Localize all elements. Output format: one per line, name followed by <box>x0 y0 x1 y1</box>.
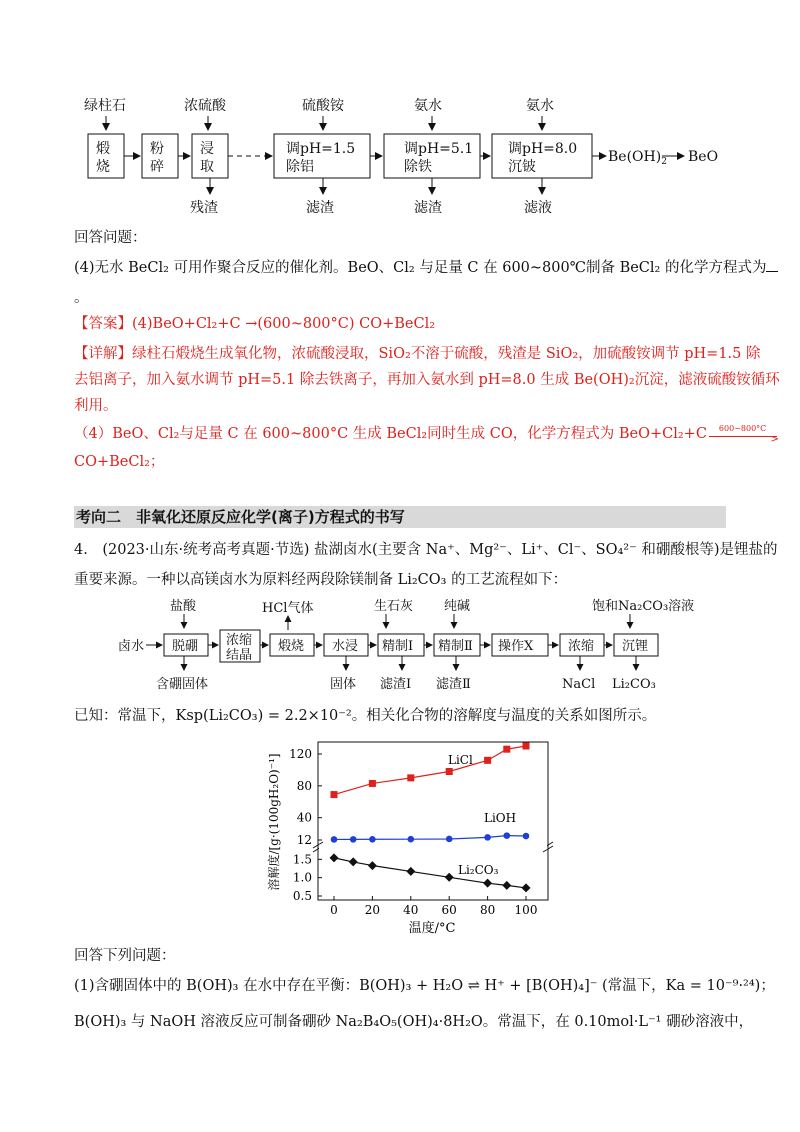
question-4-line2: 。 <box>74 290 89 306</box>
flow1-output: 残渣 <box>190 200 218 216</box>
data-point <box>407 774 414 781</box>
flow1-box-be: 调pH=8.0 <box>508 141 578 157</box>
solubility-chart-svg <box>258 736 558 936</box>
flow2-output: 滤渣Ⅱ <box>436 677 471 692</box>
flow1-box-calcine-2: 烧 <box>96 159 110 175</box>
x-tick-label: 60 <box>441 903 457 917</box>
series-label-licl: LiCl <box>448 753 473 767</box>
flow1-box-leach-2: 取 <box>200 159 214 175</box>
data-point <box>502 881 511 890</box>
flow1-box-al: 调pH=1.5 <box>286 141 356 157</box>
question-prompt: 回答问题： <box>74 230 147 246</box>
x-tick-label: 0 <box>330 903 338 917</box>
reaction-condition: 600~800°C <box>718 424 767 433</box>
flow2-box: 水浸 <box>332 639 359 654</box>
flow2-box: 操作X <box>498 639 534 654</box>
flow2-output: 滤渣Ⅰ <box>380 677 412 692</box>
flow2-output: NaCl <box>562 677 596 692</box>
data-point <box>522 883 531 892</box>
flow1-output: 滤渣 <box>306 200 334 216</box>
data-point <box>445 873 454 882</box>
y-axis-label: 溶解度/[g·(100gH₂O)⁻¹] <box>267 753 281 891</box>
flow1-box-fe: 调pH=5.1 <box>404 141 474 157</box>
y-tick-label: 40 <box>296 810 312 825</box>
y-tick-label: 120 <box>289 746 312 761</box>
detail-line-2: 去铝离子，加入氨水调节 pH=5.1 除去铁离子，再加入氨水到 pH=8.0 生成 Be(OH)₂沉淀，滤液硫酸铵循环 <box>74 372 780 388</box>
flow2-output: 含硼固体 <box>156 677 209 692</box>
detail-part4-line1: （4）BeO、Cl₂与足量 C 在 600~800°C 生成 BeCl₂同时生成 CO，化学方程式为 BeO+Cl₂+C 600~800°C > <box>74 424 777 444</box>
data-point <box>331 836 338 843</box>
detail-tag: 【详解】 <box>74 346 132 362</box>
flow2-input: 生石灰 <box>374 599 414 614</box>
y-tick-label: 1.0 <box>292 870 312 885</box>
x-axis-label: 温度/°C <box>408 921 456 936</box>
data-point <box>331 791 338 798</box>
data-point <box>406 867 415 876</box>
flow2-output: Li₂CO₃ <box>612 677 656 692</box>
axis-break-gap <box>319 845 547 850</box>
flow1-box-calcine: 煅 <box>96 141 110 157</box>
data-point <box>408 836 415 843</box>
detail-line-3: 利用。 <box>74 398 118 414</box>
flow1-input: 氨水 <box>414 98 442 114</box>
data-point <box>483 879 492 888</box>
data-point <box>330 853 339 862</box>
lithium-process-flowchart <box>118 596 695 700</box>
x-tick-label: 20 <box>364 903 381 917</box>
flow2-input: 盐酸 <box>170 599 197 614</box>
flow2-box: 沉锂 <box>622 639 649 654</box>
y-tick-label: 0.5 <box>292 889 312 903</box>
known-conditions: 已知：常温下，Ksp(Li₂CO₃) = 2.2×10⁻²。相关化合物的溶解度与温度的关系如图所示。 <box>74 708 657 724</box>
flow2-start: 卤水 <box>118 639 145 654</box>
x-tick-label: 80 <box>479 903 496 917</box>
flow1-input: 绿柱石 <box>84 98 126 114</box>
beryllium-process-flowchart <box>70 92 730 226</box>
flow2-box: 脱硼 <box>172 639 199 654</box>
flow1-input: 浓硫酸 <box>184 98 226 114</box>
data-point <box>484 757 491 764</box>
q4-intro-line1: 4. (2023·山东·统考高考真题·节选) 盐湖卤水(主要含 Na⁺、Mg²⁻、Li⁺、Cl⁻、SO₄²⁻ 和硼酸根等)是锂盐的 <box>74 542 778 558</box>
series-line-1 <box>334 836 526 840</box>
answer-text: (4)BeO+Cl₂+C →(600~800°C) CO+BeCl₂ <box>132 316 436 332</box>
flowchart-2-svg <box>118 596 695 696</box>
flow1-input: 硫酸铵 <box>302 98 344 114</box>
data-point <box>350 836 357 843</box>
flow1-output: 滤渣 <box>414 200 442 216</box>
flow1-box-be-2: 沉铍 <box>508 159 536 175</box>
series-label-li2co3: Li₂CO₃ <box>458 863 499 877</box>
data-point <box>503 746 510 753</box>
data-point <box>369 836 376 843</box>
detail-part4-line2: CO+BeCl₂； <box>74 454 165 470</box>
flow2-input: 饱和Na₂CO₃溶液 <box>592 599 695 614</box>
flow2-box: 煅烧 <box>278 639 305 654</box>
flow1-box-crush: 粉 <box>150 141 164 157</box>
section-heading: 考向二 非氧化还原反应化学(离子)方程式的书写 <box>74 506 726 528</box>
data-point <box>523 743 530 750</box>
flow1-box-fe-2: 除铁 <box>404 159 432 175</box>
series-label-lioh: LiOH <box>484 811 517 825</box>
flow2-box: 浓缩 <box>568 639 595 654</box>
answer-tag: 【答案】 <box>74 316 132 332</box>
q4-intro-line2: 重要来源。一种以高镁卤水为原料经两段除镁制备 Li₂CO₃ 的工艺流程如下： <box>74 572 568 588</box>
data-point <box>504 832 511 839</box>
data-point <box>349 857 358 866</box>
flow2-box: 精制Ⅰ <box>382 639 414 654</box>
flow2-box: 结晶 <box>226 648 253 663</box>
data-point <box>446 836 453 843</box>
answer <box>74 314 435 334</box>
y-tick-label: 80 <box>296 778 312 793</box>
series-line-0 <box>334 746 526 795</box>
data-point <box>369 780 376 787</box>
q4-questions-prompt: 回答下列问题： <box>74 948 176 964</box>
flow1-input: 氨水 <box>526 98 554 114</box>
flow2-box: 浓缩 <box>226 633 253 648</box>
flow1-product: $Be(OH)_2$ <box>608 149 667 167</box>
y-tick-label: 1.5 <box>292 852 312 867</box>
data-point <box>368 861 377 870</box>
data-point <box>484 834 491 841</box>
x-tick-label: 100 <box>514 903 538 917</box>
detail-line-1: 【详解】绿柱石煅烧生成氧化物，浓硫酸浸取，SiO₂不溶于硫酸，残渣是 SiO₂，加硫酸铵调节 pH=1.5 除 <box>74 346 761 362</box>
flow2-box: 精制Ⅱ <box>438 639 473 654</box>
question-4-line1: (4)无水 BeCl₂ 可用作聚合反应的催化剂。BeO、Cl₂ 与足量 C 在 600~800℃制备 BeCl₂ 的化学方程式为 <box>74 258 778 278</box>
flow1-box-al-2: 除铝 <box>286 159 314 175</box>
flow2-output: 固体 <box>330 677 357 692</box>
flowchart-1-svg <box>70 92 730 222</box>
x-tick-label: 40 <box>403 903 419 917</box>
q4-q1-line2: B(OH)₃ 与 NaOH 溶液反应可制备硼砂 Na₂B₄O₅(OH)₄·8H₂O。常温下，在 0.10mol·L⁻¹ 硼砂溶液中， <box>74 1014 754 1030</box>
flow1-box-leach: 浸 <box>200 141 214 157</box>
y-tick-label: 12 <box>296 833 312 847</box>
flow1-box-crush-2: 碎 <box>150 159 164 175</box>
q4-q1-line1: (1)含硼固体中的 B(OH)₃ 在水中存在平衡：B(OH)₃ + H₂O ⇌ H⁺ + [B(OH)₄]⁻ (常温下，Ka = 10⁻⁹·²⁴)； <box>74 978 775 994</box>
data-point <box>446 768 453 775</box>
flow2-input: HCl气体 <box>262 601 314 616</box>
flow1-product-beo: BeO <box>688 149 719 165</box>
flow1-output: 滤液 <box>524 200 552 216</box>
data-point <box>523 833 530 840</box>
flow2-input: 纯碱 <box>444 599 471 614</box>
solubility-chart <box>258 736 558 940</box>
